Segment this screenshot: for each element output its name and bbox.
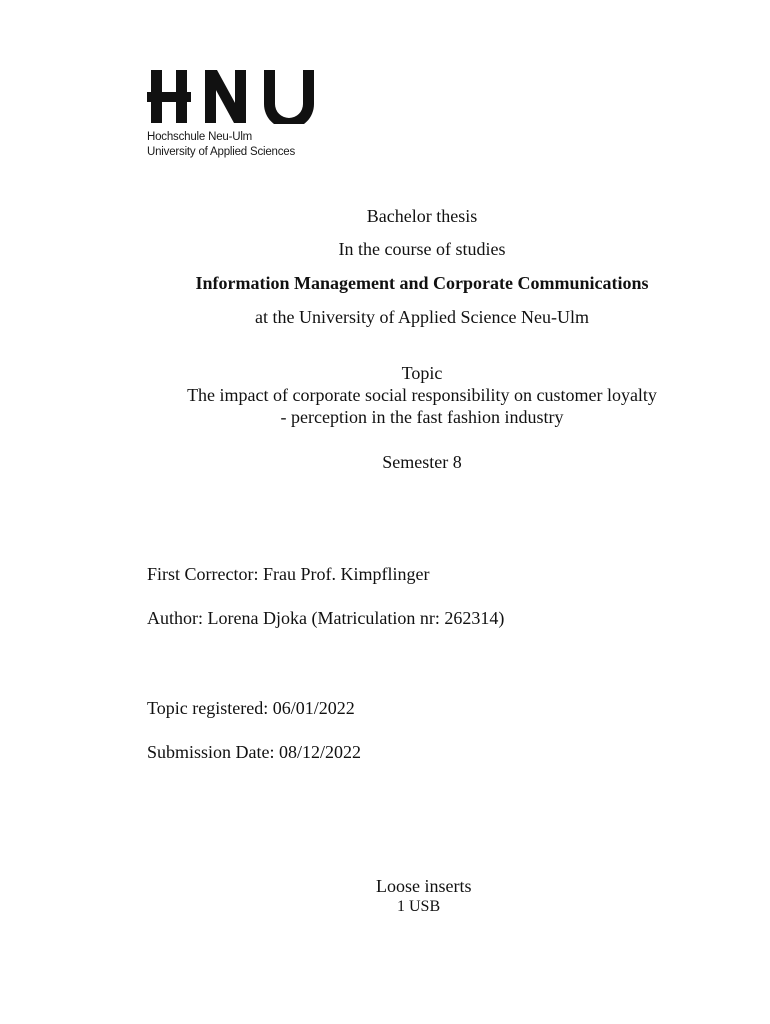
hnu-logo-mark xyxy=(147,68,327,124)
semester: Semester 8 xyxy=(382,452,462,472)
thesis-type: Bachelor thesis xyxy=(366,206,478,226)
program-name: Information Management and Corporate Communications xyxy=(195,273,649,293)
first-corrector: First Corrector: Frau Prof. Kimpflinger xyxy=(147,564,430,584)
course-intro: In the course of studies xyxy=(338,239,506,259)
loose-inserts-label: Loose inserts xyxy=(376,876,472,896)
logo-text-line1: Hochschule Neu-Ulm xyxy=(147,131,253,143)
hnu-logo xyxy=(147,68,327,124)
university-line: at the University of Applied Science Neu-Ulm xyxy=(255,307,589,327)
topic-registered: Topic registered: 06/01/2022 xyxy=(147,698,355,718)
loose-inserts-item: 1 USB xyxy=(397,898,441,915)
topic-label: Topic xyxy=(401,363,443,383)
submission-date: Submission Date: 08/12/2022 xyxy=(147,742,362,762)
topic-line1: The impact of corporate social responsibility on customer loyalty xyxy=(187,385,657,405)
topic-line2: - perception in the fast fashion industry xyxy=(280,407,564,427)
logo-text-line2: University of Applied Sciences xyxy=(147,146,296,158)
author: Author: Lorena Djoka (Matriculation nr: 262314) xyxy=(147,608,505,628)
